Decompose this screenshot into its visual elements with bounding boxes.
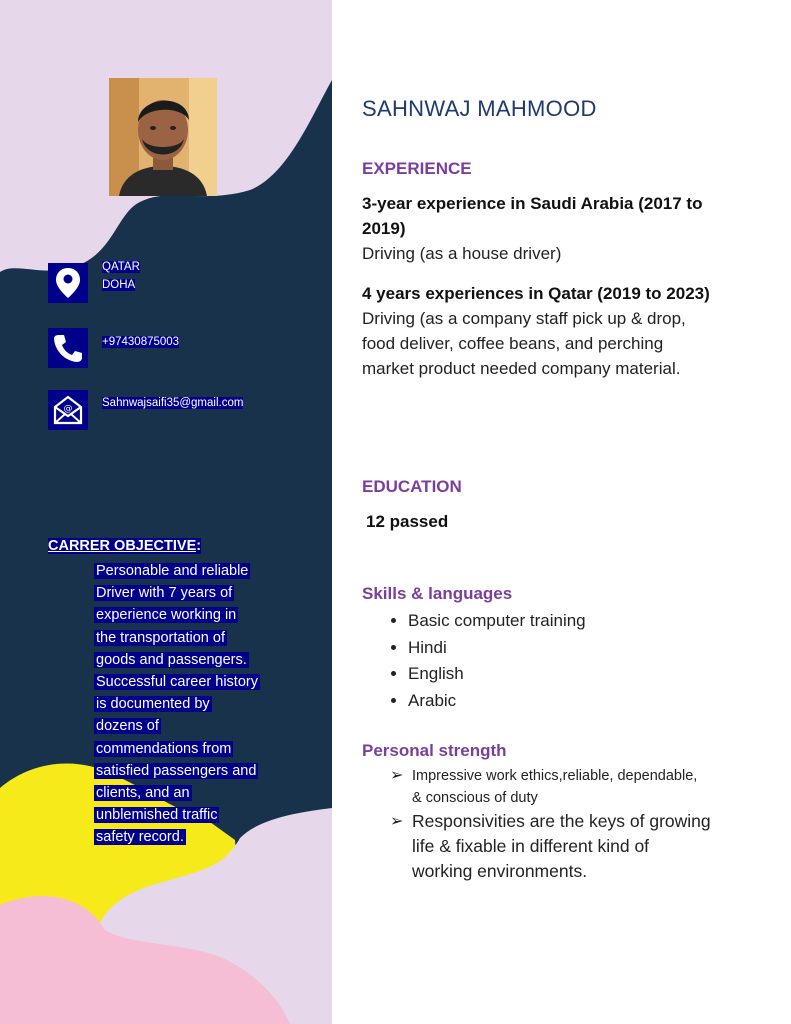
phone-number[interactable]: +97430875003 bbox=[102, 336, 180, 348]
main-content bbox=[332, 0, 791, 1024]
strength-heading: Personal strength bbox=[362, 741, 507, 760]
education-value: 12 passed bbox=[366, 512, 449, 531]
strength-line: Responsivities are the keys of growing bbox=[412, 811, 711, 831]
location-pin-icon bbox=[48, 263, 88, 303]
objective-line: dozens of bbox=[96, 718, 159, 735]
profile-photo bbox=[109, 78, 217, 196]
phone-number-row bbox=[102, 333, 179, 351]
job2-desc-line: food deliver, coffee beans, and perching bbox=[362, 334, 664, 353]
objective-line: commendations from bbox=[96, 740, 232, 757]
arrow-bullet-icon: ➢ bbox=[390, 767, 404, 784]
job1-title-line: 3-year experience in Saudi Arabia (2017 to bbox=[362, 194, 703, 213]
phone-icon bbox=[48, 328, 88, 368]
job2-desc-line: market product needed company material. bbox=[362, 359, 681, 378]
job1-title-line: 2019) bbox=[362, 219, 406, 238]
experience-heading: EXPERIENCE bbox=[362, 159, 472, 178]
objective-line: Personable and reliable bbox=[96, 563, 249, 579]
address bbox=[102, 258, 140, 294]
objective-line: Driver with 7 years of bbox=[96, 585, 233, 602]
objective-line: experience working in bbox=[96, 607, 237, 624]
job2-title: 4 years experiences in Qatar (2019 to 2023) bbox=[362, 284, 710, 303]
job2-desc-line: Driving (as a company staff pick up & drop, bbox=[362, 309, 686, 328]
objective-line: clients, and an bbox=[96, 785, 190, 802]
education-heading: EDUCATION bbox=[362, 477, 462, 496]
objective-line: Successful career history bbox=[96, 674, 258, 691]
objective-line: satisfied passengers and bbox=[96, 762, 257, 779]
job1-title bbox=[362, 191, 762, 241]
skill-item: • Arabic bbox=[408, 688, 586, 715]
objective-title: CARRER OBJECTIVE: bbox=[48, 538, 202, 554]
objective-text bbox=[94, 560, 294, 849]
strength-line: life & fixable in different kind of bbox=[412, 836, 650, 856]
objective-line: unblemished traffic bbox=[96, 807, 218, 824]
skill-item: • English bbox=[408, 661, 586, 688]
strength-line: Impressive work ethics,reliable, dependable, bbox=[412, 768, 698, 784]
objective-title-text: CARRER OBJECTIVE bbox=[48, 538, 197, 554]
strength-line: & conscious of duty bbox=[412, 790, 538, 806]
address-city: DOHA bbox=[102, 279, 136, 291]
candidate-name: SAHNWAJ MAHMOOD bbox=[362, 96, 597, 121]
email-row bbox=[102, 394, 243, 412]
job1-description: Driving (as a house driver) bbox=[362, 244, 562, 263]
skill-item: • Basic computer training bbox=[408, 608, 586, 635]
job2-description bbox=[362, 306, 762, 381]
skills-heading: Skills & languages bbox=[362, 584, 513, 603]
objective-line: the transportation of bbox=[96, 629, 225, 646]
email-icon bbox=[48, 390, 88, 430]
skills-list bbox=[362, 608, 586, 714]
skill-item: • Hindi bbox=[408, 635, 586, 662]
email-address[interactable]: Sahnwajsaifi35@gmail.com bbox=[102, 397, 244, 409]
strength-line: working environments. bbox=[412, 861, 588, 881]
svg-text:@: @ bbox=[63, 404, 73, 414]
address-country: QATAR bbox=[102, 261, 140, 273]
objective-line: is documented by bbox=[96, 696, 210, 713]
objective-line: safety record. bbox=[96, 829, 184, 846]
objective-line: goods and passengers. bbox=[96, 651, 247, 668]
arrow-bullet-icon: ➢ bbox=[390, 813, 404, 830]
sidebar bbox=[0, 0, 332, 1024]
